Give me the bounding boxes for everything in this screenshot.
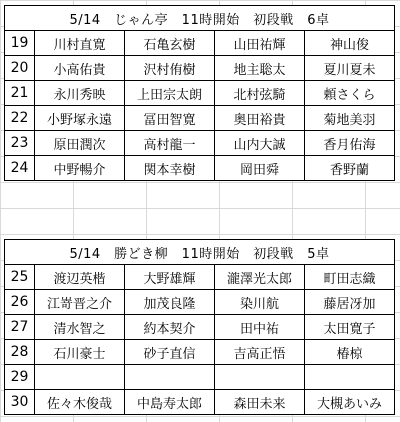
player-cell[interactable]: 原田潤次 — [35, 131, 125, 156]
table-row — [5, 340, 395, 365]
table-number-cell[interactable]: 20 — [5, 56, 35, 81]
table-number-cell[interactable]: 21 — [5, 81, 35, 106]
player-cell[interactable] — [35, 365, 125, 390]
player-cell[interactable]: 石川豪士 — [35, 340, 125, 365]
player-cell[interactable]: 中島寿太郎 — [125, 390, 215, 415]
player-cell[interactable]: 小高佑貴 — [35, 56, 125, 81]
player-cell[interactable]: 佐々木俊哉 — [35, 390, 125, 415]
table-header-row — [5, 6, 395, 31]
table-number-cell[interactable]: 24 — [5, 156, 35, 181]
table-number-cell[interactable]: 23 — [5, 131, 35, 156]
player-cell[interactable]: 山田祐輝 — [215, 31, 305, 56]
table-number-cell[interactable]: 28 — [5, 340, 35, 365]
player-cell[interactable]: 染川航 — [215, 290, 305, 315]
table-block-1 — [4, 5, 395, 181]
table-row — [5, 56, 395, 81]
player-cell[interactable]: 中野暢介 — [35, 156, 125, 181]
table-block-2 — [4, 239, 395, 415]
player-cell[interactable]: 関本幸樹 — [125, 156, 215, 181]
table-row — [5, 315, 395, 340]
player-cell[interactable]: 香野蘭 — [305, 156, 395, 181]
player-cell[interactable]: 香月佑海 — [305, 131, 395, 156]
table-number-cell[interactable]: 26 — [5, 290, 35, 315]
player-cell[interactable]: 小野塚永遠 — [35, 106, 125, 131]
player-cell[interactable]: 岡田舜 — [215, 156, 305, 181]
player-cell[interactable]: 北村弦騎 — [215, 81, 305, 106]
player-cell[interactable]: 大槻あいみ — [305, 390, 395, 415]
player-cell[interactable]: 渡辺英楷 — [35, 265, 125, 290]
player-cell[interactable]: 川村直寛 — [35, 31, 125, 56]
player-cell[interactable] — [215, 365, 305, 390]
player-cell[interactable]: 約本契介 — [125, 315, 215, 340]
table-row — [5, 81, 395, 106]
player-cell[interactable]: 椿椋 — [305, 340, 395, 365]
player-cell[interactable]: 町田志織 — [305, 265, 395, 290]
player-cell[interactable]: 冨田智寛 — [125, 106, 215, 131]
table-number-cell[interactable]: 27 — [5, 315, 35, 340]
table-number-cell[interactable]: 22 — [5, 106, 35, 131]
player-cell[interactable]: 高村龍一 — [125, 131, 215, 156]
player-cell[interactable]: 山内大誠 — [215, 131, 305, 156]
player-cell[interactable]: 奥田裕貴 — [215, 106, 305, 131]
player-cell[interactable]: 神山俊 — [305, 31, 395, 56]
table-row — [5, 156, 395, 181]
player-cell[interactable]: 瀧澤光太郎 — [215, 265, 305, 290]
player-cell[interactable]: 加茂良隆 — [125, 290, 215, 315]
player-cell[interactable] — [305, 365, 395, 390]
table-row — [5, 365, 395, 390]
player-cell[interactable]: 藤居冴加 — [305, 290, 395, 315]
player-cell[interactable]: 上田宗太朗 — [125, 81, 215, 106]
player-cell[interactable]: 沢村侑樹 — [125, 56, 215, 81]
table-number-cell[interactable]: 19 — [5, 31, 35, 56]
player-cell[interactable]: 砂子直信 — [125, 340, 215, 365]
player-cell[interactable]: 永川秀映 — [35, 81, 125, 106]
player-cell[interactable]: 夏川夏未 — [305, 56, 395, 81]
player-cell[interactable]: 江嵜晋之介 — [35, 290, 125, 315]
table-number-cell[interactable]: 25 — [5, 265, 35, 290]
table-header-cell[interactable]: 5/14 じゃん亭 11時開始 初段戦 6卓 — [5, 6, 395, 31]
table-row — [5, 131, 395, 156]
player-cell[interactable]: 清水智之 — [35, 315, 125, 340]
player-cell[interactable]: 地主聡太 — [215, 56, 305, 81]
player-cell[interactable]: 石亀玄樹 — [125, 31, 215, 56]
table-number-cell[interactable]: 29 — [5, 365, 35, 390]
table-row — [5, 265, 395, 290]
player-cell[interactable]: 太田寛子 — [305, 315, 395, 340]
player-cell[interactable]: 吉高正悟 — [215, 340, 305, 365]
table-header-row — [5, 240, 395, 265]
table-row — [5, 106, 395, 131]
table-header-cell[interactable]: 5/14 勝どき柳 11時開始 初段戦 5卓 — [5, 240, 395, 265]
player-cell[interactable]: 森田未来 — [215, 390, 305, 415]
player-cell[interactable]: 菊地美羽 — [305, 106, 395, 131]
table-row — [5, 31, 395, 56]
player-cell[interactable]: 田中祐 — [215, 315, 305, 340]
player-cell[interactable]: 大野雄輝 — [125, 265, 215, 290]
table-number-cell[interactable]: 30 — [5, 390, 35, 415]
player-cell[interactable] — [125, 365, 215, 390]
player-cell[interactable]: 頼さくら — [305, 81, 395, 106]
table-row — [5, 390, 395, 415]
table-row — [5, 290, 395, 315]
